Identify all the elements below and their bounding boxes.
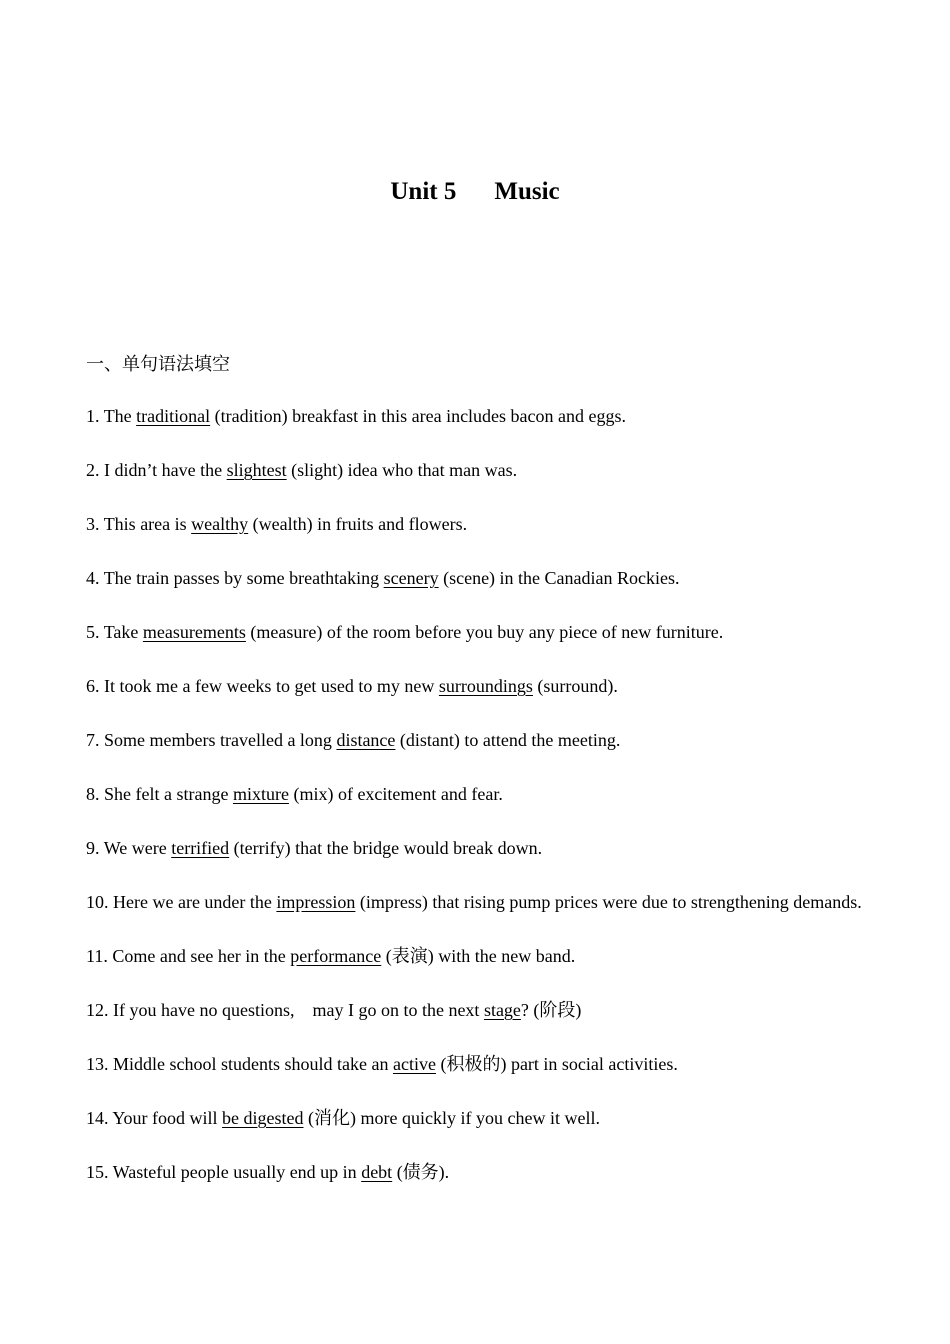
item-text-before: Take bbox=[103, 622, 143, 642]
item-answer: distance bbox=[336, 730, 396, 750]
item-text-after: (scene) in the Canadian Rockies. bbox=[438, 568, 680, 588]
item-number: 4. bbox=[86, 568, 100, 588]
exercise-item bbox=[86, 782, 864, 806]
item-text-before: Middle school students should take an bbox=[113, 1054, 393, 1074]
item-text-after: (wealth) in fruits and flowers. bbox=[248, 514, 468, 534]
item-text-after: (债务). bbox=[392, 1162, 450, 1182]
item-text-after: (terrify) that the bridge would break down. bbox=[229, 838, 543, 858]
item-text-before: Come and see her in the bbox=[112, 946, 291, 966]
exercise-item bbox=[86, 998, 864, 1022]
title-unit: Unit 5 bbox=[390, 178, 457, 205]
item-number: 3. bbox=[86, 514, 100, 534]
exercise-item bbox=[86, 458, 864, 482]
item-text-after: (表演) with the new band. bbox=[381, 946, 576, 966]
item-answer: debt bbox=[361, 1162, 393, 1182]
item-number: 2. bbox=[86, 460, 100, 480]
item-answer: wealthy bbox=[191, 514, 249, 534]
item-text-before: This area is bbox=[103, 514, 192, 534]
item-answer: slightest bbox=[226, 460, 287, 480]
item-answer: terrified bbox=[171, 838, 230, 858]
exercise-item bbox=[86, 674, 864, 698]
item-number: 5. bbox=[86, 622, 100, 642]
exercise-item bbox=[86, 728, 864, 752]
item-text-before: The train passes by some breathtaking bbox=[103, 568, 384, 588]
item-text-before: Wasteful people usually end up in bbox=[112, 1162, 362, 1182]
item-text-after: ? (阶段) bbox=[520, 1000, 582, 1020]
item-text-after: (消化) more quickly if you chew it well. bbox=[303, 1108, 600, 1128]
item-number: 10. bbox=[86, 892, 109, 912]
exercise-item bbox=[86, 836, 864, 860]
item-text-before: Your food will bbox=[112, 1108, 223, 1128]
item-answer: active bbox=[392, 1054, 436, 1074]
item-answer: performance bbox=[290, 946, 382, 966]
item-text-after: (slight) idea who that man was. bbox=[286, 460, 518, 480]
exercise-item bbox=[86, 620, 864, 644]
item-text-after: (measure) of the room before you buy any piece of new furniture. bbox=[245, 622, 724, 642]
item-answer: stage bbox=[483, 1000, 521, 1020]
item-number: 7. bbox=[86, 730, 100, 750]
exercise-item bbox=[86, 512, 864, 536]
page-title bbox=[0, 178, 950, 206]
item-text-after: (surround). bbox=[532, 676, 618, 696]
item-number: 11. bbox=[86, 946, 108, 966]
item-text-before: She felt a strange bbox=[104, 784, 233, 804]
exercise-item bbox=[86, 404, 864, 428]
exercise-list bbox=[86, 404, 864, 1214]
item-answer: mixture bbox=[232, 784, 289, 804]
item-answer: measurements bbox=[142, 622, 246, 642]
section-heading: 一、单句语法填空 bbox=[86, 354, 230, 375]
item-text-after: (tradition) breakfast in this area includes bacon and eggs. bbox=[210, 406, 627, 426]
item-text-before: If you have no questions, may I go on to the next bbox=[113, 1000, 484, 1020]
item-text-after: (mix) of excitement and fear. bbox=[288, 784, 503, 804]
item-number: 8. bbox=[86, 784, 100, 804]
item-answer: traditional bbox=[136, 406, 211, 426]
item-number: 15. bbox=[86, 1162, 109, 1182]
exercise-item bbox=[86, 1106, 864, 1130]
item-text-before: We were bbox=[103, 838, 172, 858]
item-text-before: I didn’t have the bbox=[104, 460, 227, 480]
item-number: 14. bbox=[86, 1108, 109, 1128]
item-text-after: (impress) that rising pump prices were due to strengthening demands. bbox=[355, 892, 862, 912]
item-number: 1. bbox=[86, 406, 100, 426]
item-answer: scenery bbox=[383, 568, 439, 588]
exercise-item bbox=[86, 883, 864, 921]
item-number: 12. bbox=[86, 1000, 109, 1020]
item-number: 9. bbox=[86, 838, 100, 858]
item-text-before: The bbox=[103, 406, 137, 426]
title-topic: Music bbox=[494, 178, 560, 205]
exercise-item bbox=[86, 1160, 864, 1184]
item-number: 6. bbox=[86, 676, 100, 696]
item-answer: surroundings bbox=[438, 676, 533, 696]
exercise-item bbox=[86, 944, 864, 968]
item-answer: be digested bbox=[222, 1108, 304, 1128]
exercise-item bbox=[86, 566, 864, 590]
item-text-before: Here we are under the bbox=[113, 892, 277, 912]
item-number: 13. bbox=[86, 1054, 109, 1074]
item-text-after: (积极的) part in social activities. bbox=[435, 1054, 678, 1074]
item-answer: impression bbox=[276, 892, 356, 912]
item-text-before: It took me a few weeks to get used to my new bbox=[104, 676, 439, 696]
item-text-after: (distant) to attend the meeting. bbox=[395, 730, 621, 750]
item-text-before: Some members travelled a long bbox=[104, 730, 337, 750]
exercise-item bbox=[86, 1052, 864, 1076]
